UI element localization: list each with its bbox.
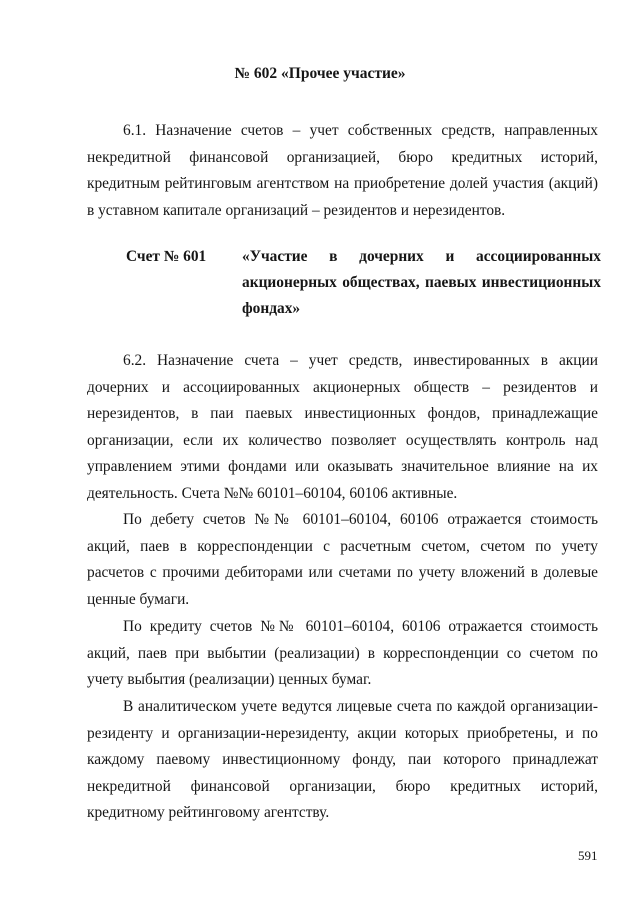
debit-paragraph: По дебету счетов №№ 60101–60104, 60106 отражается стоимость акций, паев в корреспонденции с расчетным счетом, счетом по учету расчетов с прочими дебиторами или счетами по учету вложений в долевые ценные бумаги. [87, 511, 598, 608]
credit-paragraph: По кредиту счетов №№ 60101–60104, 60106 отражается стоимость акций, паев при выбытии (реализации) в корреспонденции со счетом по учету выбытия (реализации) ценных бумаг. [87, 618, 598, 689]
paragraph-6-2: 6.2. Назначение счета – учет средств, инвестированных в акции дочерних и ассоциированных акционерных обществ – резидентов и нерезидентов, в паи паевых инвестиционных фондов, принадлежащие организации, если их количество позволяет осуществлять контроль над управлением этими фондами или оказывать значительное влияние на их деятельность. Счета №№ 60101–60104, 60106 активные. [87, 352, 598, 502]
paragraph-6-1: 6.1. Назначение счетов – учет собственных средств, направленных некредитной финансовой организацией, бюро кредитных историй, кредитным рейтинговым агентством на приобретение долей участия (акций) в уставном капитале организаций – резидентов и нерезидентов. [87, 122, 598, 219]
section-602-heading: № 602 «Прочее участие» [234, 65, 406, 82]
account-601-title: «Участие в дочерних и ассоциированных акционерных обществах, паевых инвестиционных фондах» [242, 248, 601, 317]
analytics-paragraph: В аналитическом учете ведутся лицевые счета по каждой организации-резиденту и организации-нерезиденту, акции которых приобретены, и по каждому паевому инвестиционному фонду, паи которого принадлежат некредитной финансовой организации, бюро кредитных историй, кредитному рейтинговому агентству. [87, 698, 598, 822]
account-601-label: Счет № 601 [126, 248, 207, 265]
page-number: 591 [578, 848, 598, 863]
